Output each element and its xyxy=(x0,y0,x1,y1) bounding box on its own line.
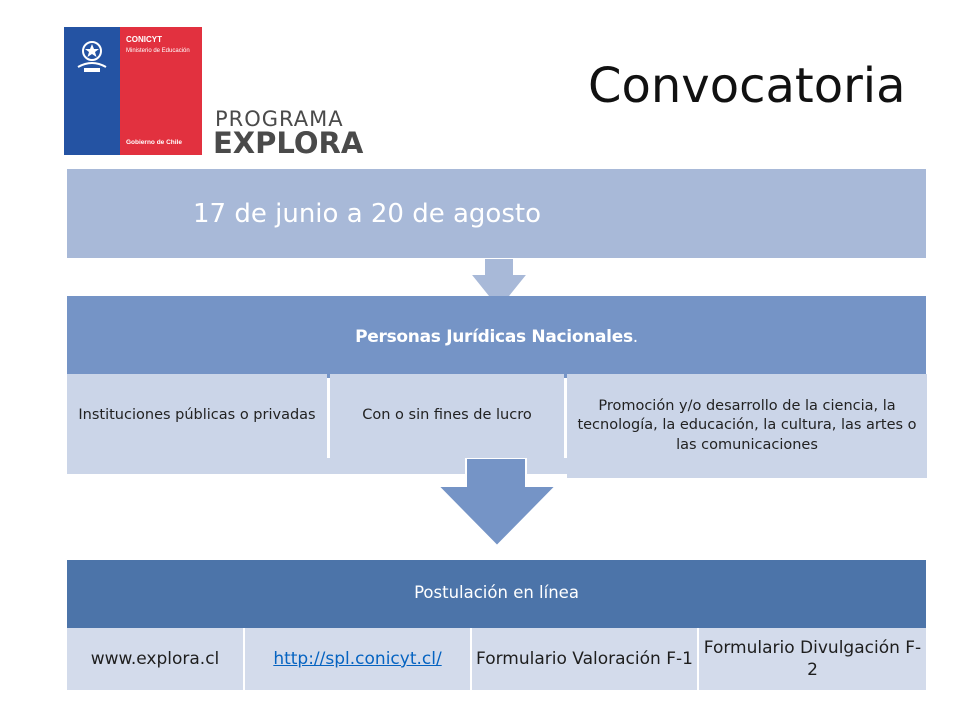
logo-program-text: PROGRAMA xyxy=(215,107,344,131)
logo-ministry-text: Ministerio de Educación xyxy=(126,48,190,54)
eligibility-item-public-private: Instituciones públicas o privadas xyxy=(67,374,327,458)
form-divulgacion-f2: Formulario Divulgación F-2 xyxy=(703,637,922,680)
conicyt-explora-logo xyxy=(64,27,364,160)
page-title: Convocatoria xyxy=(588,58,906,114)
explora-website: www.explora.cl xyxy=(90,648,220,669)
arrow-down-icon-2 xyxy=(436,458,558,546)
eligibility-item-promotion: Promoción y/o desarrollo de la ciencia, la tecnología, la educación, la cultura, las artes o las comunicaciones xyxy=(567,374,927,478)
logo-red-panel xyxy=(120,27,202,155)
eligibility-item-nonprofit: Con o sin fines de lucro xyxy=(330,374,564,458)
logo-org-text: CONICYT xyxy=(126,35,162,44)
eligibility-title-suffix: . xyxy=(632,327,638,347)
chile-seal-icon xyxy=(70,33,114,77)
eligibility-title-text: Personas Jurídicas Nacionales xyxy=(355,327,633,347)
form-valoracion-f1: Formulario Valoración F-1 xyxy=(476,648,693,669)
period-text: 17 de junio a 20 de agosto xyxy=(193,198,541,229)
conicyt-link[interactable]: http://spl.conicyt.cl/ xyxy=(273,648,442,669)
logo-government-text: Gobierno de Chile xyxy=(126,139,182,146)
eligibility-title xyxy=(67,327,926,347)
application-title: Postulación en línea xyxy=(414,583,579,602)
logo-explora-text: EXPLORA xyxy=(213,126,364,160)
